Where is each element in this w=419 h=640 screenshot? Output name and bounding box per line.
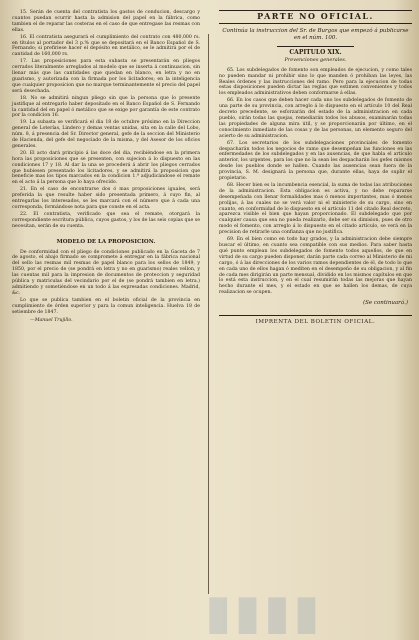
paragraph-17: 17. Las proposiciones para esta subasta se presentarán en pliegos cerrados literalmente arreglados al modelo que se inserta á continuacion, sin llenar más que las cantidades que quedan en blanco, en letra y no en guarismo, y autorizada con la firmada por los licitadores; en la inteligencia que cualquier proposicion que no marque terminantemente el precio del papel será desechada. — [12, 59, 200, 94]
paragraph-18: 18. No se admitirá ningun pliego sin que la persona que lo presente justifique al entregarlo haber depositado en el Banco Español de S. Fernando la cantidad del en papel ó metálico que se exige por garantía de este contrato por la condicion 16. — [12, 95, 200, 119]
paragraph-65: 65. Los subdelegados de fomento son empleados de ejecucion, y como tales no pueden mandar ni prohibir sino lo que manden ó prohiban las leyes, las Reales órdenes y las instrucciones del ramo. Pero para la ejecucion de todas estas disposiciones pueden dictar las reglas que estimen convenientes y todos los empleados administrativos deben conformarse á ellas. — [219, 67, 412, 97]
model-title: MODELO DE LA PROPOSICION. — [56, 238, 156, 245]
paragraph-20: 20. El acto dará principio á las doce del dia, recibiéndose en la primera hora las proposiciones que se presenten, con sujecion á lo dispuesto en las condiciones 17 y 18. Al dar la una se procederá á abrir los pliegos cerrados que hubiesen presentado los licitadores, y se admitirá la proposicion que beneficie mas los tipos marcados en la condicion 1.ª adjudicándose el remate en el acto á la persona que lo haya ofrecido. — [12, 150, 200, 186]
paragraph-69: 69. En el bien como en todo hay grados, y la administracion debe siempre buscar el último, en cuanto sea compatible con sus medios. Para saber hasta qué punto emplean los subdelegados de fomento todos aquellos, de que en virtud de su cargo pueden disponer, darán parte cada correo al Ministerio de mi cargo, ó á las direcciones de los varios ramos dependientes de él, de todo lo que en cada uno de ellos hagan ó mediten en el desempeño de su obligacion, y al fin de cada mes dirigirán un parte mensual, dividido en los mismos capítulos en que lo está esta instruccion, y en el cual resumirán todas las mejoras que hayan hecho durante el mes, y el estado en que se hallen los demas, de cuya realizacion se ocupen. — [219, 237, 412, 296]
paragraph-68: 68. Hecer bien es la incumbencia esencial, la suma de todas las atribuciones de la administracion. Esta obligacion es activa, y no debe repararse desempeñada con llenar formalidades mas ó menos importantes, mas ó menos prolijas, á las cuales no se verá valor ni el ministerio de su cargo, sino en cuanto, en conformidad de lo dispuesto en el artículo 11 del citado Real decreto, aparezca visible el bien que hayan proporcionado. El subdelegado que por cualquier causa que sea no pueda realizarlo, debe ser su dimision, pues de otro modo el fomento, con arreglo á lo dispuesto en el citado artículo, se verá en la precision de retirarle una confianza que no justifica. — [219, 182, 412, 236]
library-watermark: ▮▮▮▮ — [205, 584, 323, 640]
paragraph-67: 67. Los secretarios de los subdelegaciones provinciales de fomento despacharán todos los negocios de ramo que desempeñan las funciones en las enfermedades de los subdelegados y en las ausencias, de que habla el artículo anterior, los urgentes, para los que no la sean les despacharán los gefes mismos desde los pueblos donde se hallen. Cuando las ausencias sean fuera de la provincia, S. M. designará la persona que, durante ellas, haya de suplir el propietario. — [219, 140, 412, 182]
paragraph-15: 15. Serán de cuenta del contratista los gastos de conducion, descargo y cuantos puedan ocurrir hasta la admision del papel en la fábrica, como tambien el de reparar las costeras en el caso de que entregase las resmas con ellas. — [12, 10, 200, 33]
paragraph-16: 16. El contratista asegurará el cumplimiento del contrato con 480,000 rs. en títulos al portador del 3 p.% que se depositará en el Banco Español de S. Fernando; si prefiriese hacer el depósito en metálico, se le admitirá por el de cantidad de 160,000 rs. — [12, 34, 200, 58]
model-paragraph: De conformidad con el pliego de condiciones publicado en la Gaceta de 7 de agosto, el abajo firmado se compromete á entregar en la fábrica nacional del sello las resmas mil resmas de papel blanco para los sellos de 1849, y 1850, por el precio de (se pondrá en letra y no en guarismo) reales vellon, y las cuentas mil para la impresion de documentos de proteccion y seguridad pública y matriculas del vecindario por el de (se pondrá tambien en letra.) admitiendo y sometiéndose en un todo á las espresadas condiciones. Madrid, &c. — [12, 249, 200, 296]
paragraph-22: 22. El contratista, verificado que sea el remate, otorgará la correspondiente escritura pública, cuyos gastos, y los de las seis copias que se necesitan, serán de su cuenta. — [12, 211, 200, 229]
chapter-subtitle: Prevenciones generales. — [284, 56, 347, 63]
chapter-rule — [277, 46, 354, 47]
continued-note: (Se continuará.) — [363, 300, 408, 307]
paragraph-21: 21. En el caso de encontrarse dos ó mas proposiciones iguales, será preferida la que resulte haber sido presentada primero, á cuyo fin, al entregarlas los interesados, se les marcará con el número que á cada una corresponda, formándose nota para que conste en el acta. — [12, 187, 200, 210]
chapter-title: CAPITULO XIX. — [289, 48, 342, 56]
paragraph-66: 66. En los casos que deben hacer cada uno los subdelegados de fomento de una parte de su provincia, con arreglo á lo dispuesto en el artículo 10 del Real decreto precedente, se esforzarán del estado de la administracion en cada pueblo, oirán todas las quejas, remediarán todos los abusos, examinarán todas las propiedades de alguna mira útil, y se proporcionarán por último, en el conocimiento inmediato de las cosas y de las personas, un elemento seguro del acierto de su administracion. — [219, 98, 412, 139]
publication-note: Lo que se publica tambien en el boletin oficial de la provincia en cumplimiento de órden superior y para la comun inteligencia. Huelva 18 de setiembre de 1847. — [12, 297, 200, 315]
paragraph-19: 19. La subasta se verificará el dia 18 de octubre próximo en la Direccion general de Loterías, Lindero y demas ventas unidas, sita en la calle del Lobo, núm. 8, á presencia del Sr. Director general, gefe de la seccion del Ministerio de Hacienda, del gefe del negociado de la misma, y del Asesor de los oficios generales. — [12, 120, 200, 149]
section-heading: PARTE NO OFICIAL. — [219, 10, 412, 24]
imprint-line: IMPRENTA DEL BOLETIN OFICIAL. — [219, 315, 412, 326]
right-column — [219, 10, 412, 326]
left-column — [12, 10, 200, 324]
signature: —Manuel Trujillo. — [30, 317, 73, 323]
section-subtitle: Continúa la instruccion del Sr. de Burgos que empezó á publicarse en el núm. 100. — [222, 27, 409, 41]
column-divider — [208, 34, 209, 594]
